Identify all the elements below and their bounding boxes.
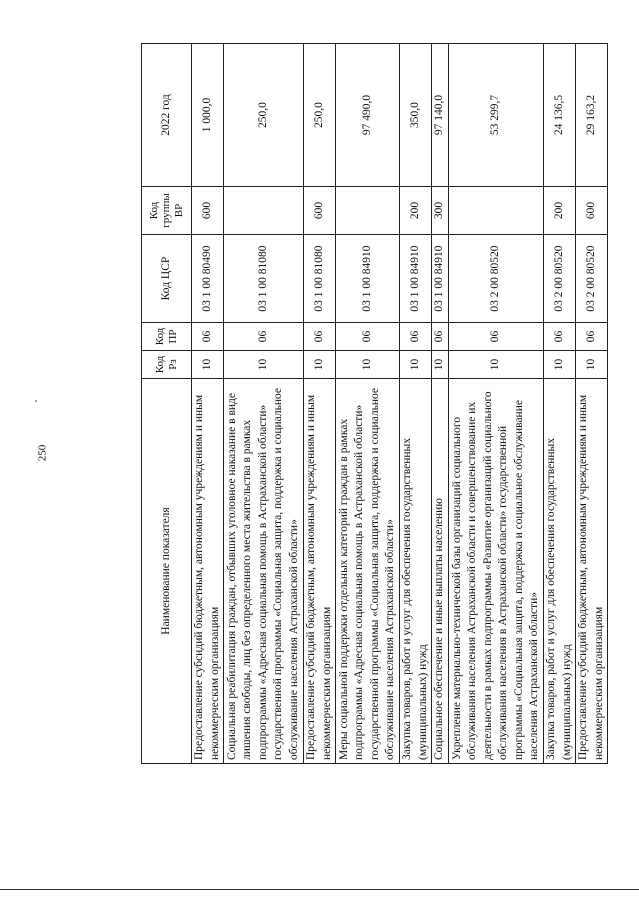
cell-pr: 06 (224, 323, 304, 351)
cell-pr: 06 (304, 323, 336, 351)
cell-pr: 06 (544, 323, 576, 351)
table-row (576, 44, 608, 764)
scan-speck (35, 400, 37, 402)
cell-name: Закупка товаров, работ и услуг для обеспечения государственных (муниципальных) нужд (400, 379, 432, 764)
cell-vr (336, 187, 400, 235)
budget-table (141, 43, 608, 764)
cell-rz: 10 (336, 351, 400, 379)
table-row (544, 44, 576, 764)
cell-csr: 03 1 00 80490 (192, 235, 224, 323)
cell-name: Предоставление субсидий бюджетным, автономным учреждениям и иным некоммерческим организациям (576, 379, 608, 764)
header-year: 2022 год (142, 44, 192, 187)
cell-pr: 06 (576, 323, 608, 351)
cell-vr: 300 (432, 187, 449, 235)
table-header-row (142, 44, 192, 764)
cell-csr: 03 2 00 80520 (576, 235, 608, 323)
cell-pr: 06 (192, 323, 224, 351)
header-pr: Код ПР (142, 323, 192, 351)
cell-vr: 600 (576, 187, 608, 235)
cell-vr: 600 (192, 187, 224, 235)
cell-value: 250,0 (224, 44, 304, 187)
cell-vr: 600 (304, 187, 336, 235)
cell-rz: 10 (304, 351, 336, 379)
cell-csr: 03 2 00 80520 (544, 235, 576, 323)
table-row (400, 44, 432, 764)
cell-pr: 06 (449, 323, 544, 351)
bottom-rule (0, 889, 639, 890)
cell-value: 24 136,5 (544, 44, 576, 187)
table-row (304, 44, 336, 764)
page-number: 250 (36, 444, 48, 462)
cell-vr (449, 187, 544, 235)
cell-rz: 10 (224, 351, 304, 379)
cell-name: Меры социальной поддержки отдельных категорий граждан в рамках подпрограммы «Адресная социальная помощь в Астраханской области» государственной программы «Социальная защита, поддержка и социальное обслуживание населения Астраханской области» (336, 379, 400, 764)
cell-vr: 200 (544, 187, 576, 235)
cell-value: 53 299,7 (449, 44, 544, 187)
cell-pr: 06 (336, 323, 400, 351)
table-row (224, 44, 304, 764)
cell-name: Предоставление субсидий бюджетным, автономным учреждениям и иным некоммерческим организациям (192, 379, 224, 764)
table-row (432, 44, 449, 764)
cell-name: Социальное обеспечение и иные выплаты населению (432, 379, 449, 764)
table-rotated-container (141, 44, 607, 764)
table-row (192, 44, 224, 764)
cell-name: Предоставление субсидий бюджетным, автономным учреждениям и иным некоммерческим организациям (304, 379, 336, 764)
cell-rz: 10 (576, 351, 608, 379)
cell-value: 97 140,0 (432, 44, 449, 187)
table-row (449, 44, 544, 764)
table-row (336, 44, 400, 764)
cell-csr: 03 1 00 84910 (432, 235, 449, 323)
cell-rz: 10 (544, 351, 576, 379)
cell-rz: 10 (449, 351, 544, 379)
cell-rz: 10 (432, 351, 449, 379)
cell-csr: 03 2 00 80520 (449, 235, 544, 323)
header-vr: Код группы ВР (142, 187, 192, 235)
header-csr: Код ЦСР (142, 235, 192, 323)
cell-vr (224, 187, 304, 235)
cell-csr: 03 1 00 81080 (224, 235, 304, 323)
cell-name: Укрепление материально-технической базы организаций социального обслуживания населения Астраханской области и совершенствование их деятельности в рамках подпрограммы «Развитие организаций социального обслуживания населения в Астраханской области» государственной программы «Социальная защита, поддержка и социальное обслуживание населения Астраханской области» (449, 379, 544, 764)
cell-csr: 03 1 00 81080 (304, 235, 336, 323)
header-name: Наименование показателя (142, 379, 192, 764)
cell-name: Социальная реабилитация граждан, отбывших уголовное наказание в виде лишения свободы, лиц без определенного места жительства в рамках подпрограммы «Адресная социальная помощь в Астраханской области» государственной программы «Социальная защита, поддержка и социальное обслуживание населения Астраханской области» (224, 379, 304, 764)
cell-rz: 10 (400, 351, 432, 379)
cell-name: Закупка товаров, работ и услуг для обеспечения государственных (муниципальных) нужд (544, 379, 576, 764)
cell-csr: 03 1 00 84910 (400, 235, 432, 323)
cell-rz: 10 (192, 351, 224, 379)
cell-csr: 03 1 00 84910 (336, 235, 400, 323)
cell-pr: 06 (400, 323, 432, 351)
cell-value: 1 000,0 (192, 44, 224, 187)
cell-value: 250,0 (304, 44, 336, 187)
cell-value: 29 163,2 (576, 44, 608, 187)
cell-value: 97 490,0 (336, 44, 400, 187)
header-rz: Код Рз (142, 351, 192, 379)
cell-value: 350,0 (400, 44, 432, 187)
cell-pr: 06 (432, 323, 449, 351)
cell-vr: 200 (400, 187, 432, 235)
